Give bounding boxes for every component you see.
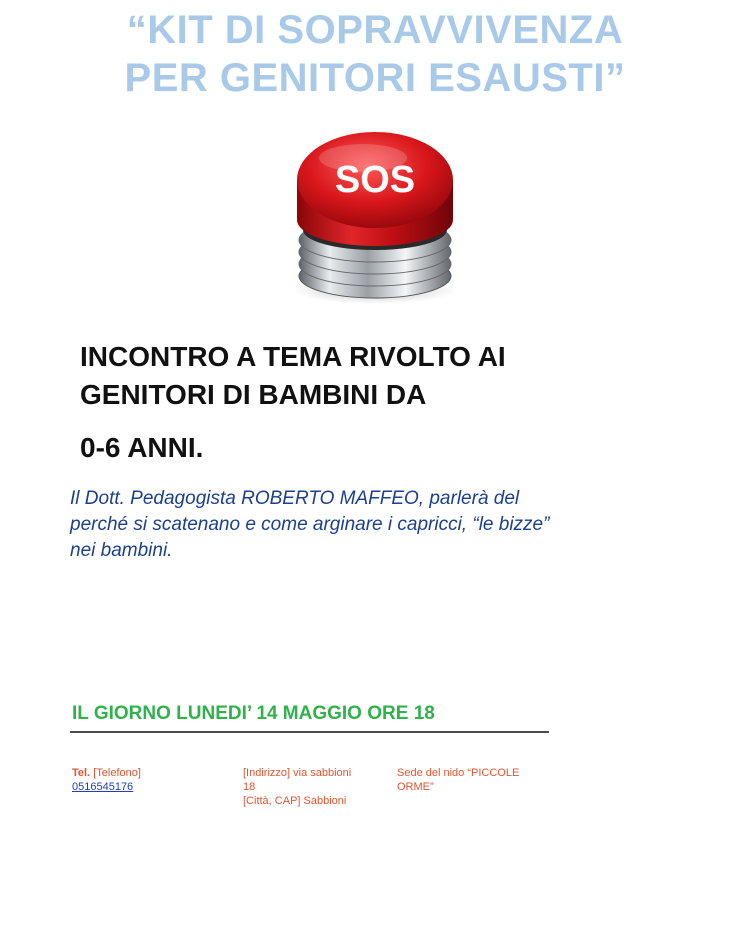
- flyer-title: [0, 6, 750, 102]
- heading-line-1: INCONTRO A TEMA RIVOLTO AI: [80, 341, 506, 372]
- event-date: IL GIORNO LUNEDI’ 14 MAGGIO ORE 18: [72, 703, 435, 724]
- description-line-2: perché si scatenano e come arginare i capricci, “le bizze”: [70, 514, 550, 535]
- address-line-1: [Indirizzo] via sabbioni: [243, 767, 352, 779]
- phone-label: Tel.: [72, 767, 91, 779]
- heading-line-2: GENITORI DI BAMBINI DA: [80, 379, 427, 410]
- address-line-3: [Città, CAP] Sabbioni: [243, 795, 347, 807]
- footer-venue: [397, 766, 547, 794]
- footer-address: [243, 766, 373, 808]
- sos-label: SOS: [334, 159, 416, 201]
- venue-line-2: ORME”: [397, 781, 434, 793]
- sos-button-icon: [285, 128, 465, 306]
- event-description: [70, 486, 670, 564]
- title-line-1: “KIT DI SOPRAVVIVENZA: [126, 8, 624, 52]
- title-line-2: PER GENITORI ESAUSTI”: [124, 56, 626, 100]
- event-heading: [80, 338, 506, 467]
- phone-placeholder: [Telefono]: [93, 767, 141, 779]
- address-line-2: 18: [243, 781, 256, 793]
- phone-number-link[interactable]: 0516545176: [72, 781, 134, 793]
- description-line-3: nei bambini.: [70, 540, 173, 561]
- description-line-1: Il Dott. Pedagogista ROBERTO MAFFEO, parlerà del: [70, 488, 520, 509]
- venue-line-1: Sede del nido “PICCOLE: [397, 767, 520, 779]
- footer-phone: [72, 766, 212, 794]
- sos-button-image: [285, 128, 465, 306]
- heading-line-3: 0-6 ANNI.: [80, 432, 204, 463]
- divider-line: [70, 731, 549, 733]
